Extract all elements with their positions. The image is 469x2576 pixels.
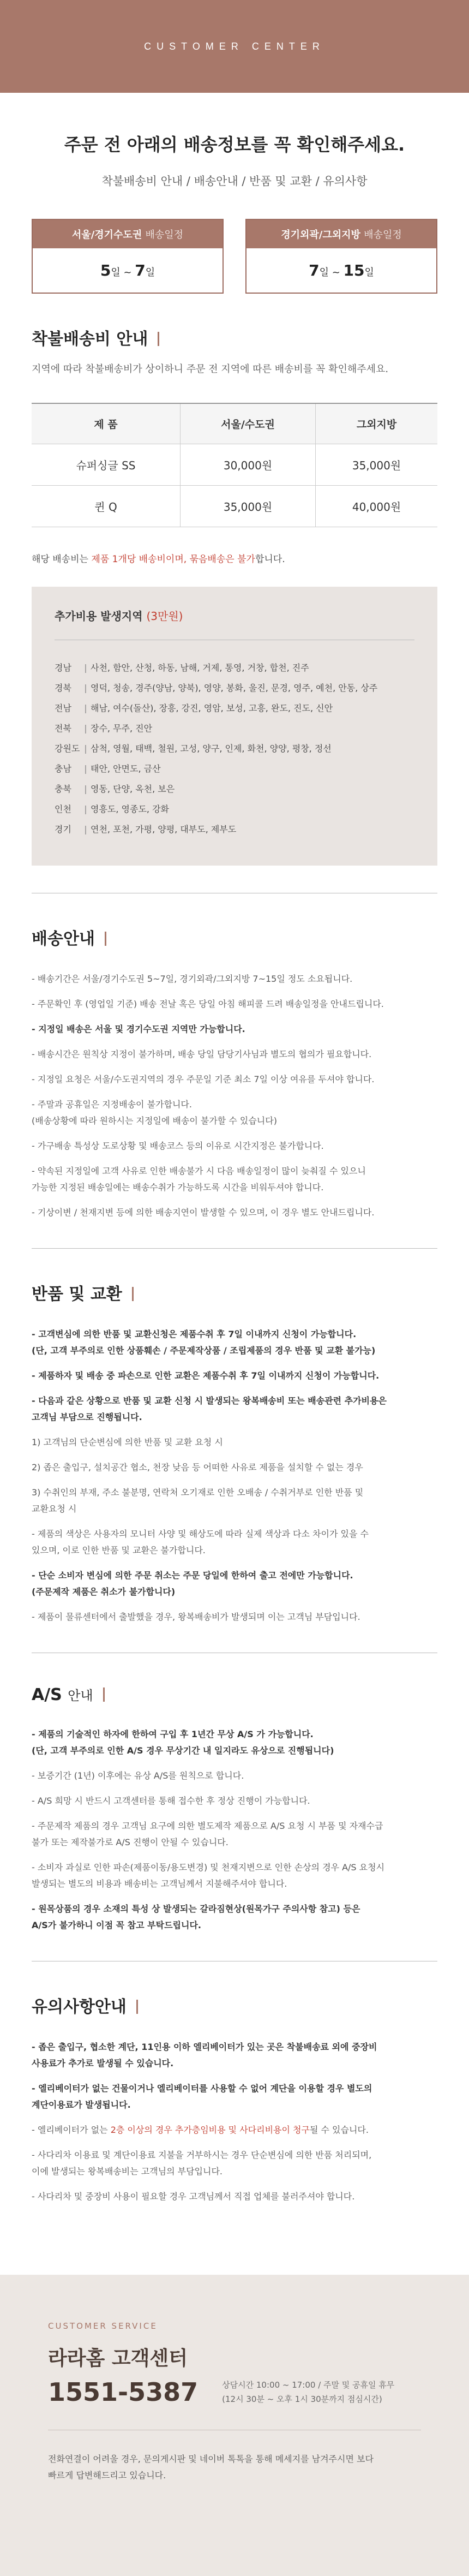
note-text: 해당 배송비는 <box>32 554 92 565</box>
list-item <box>32 1368 437 1384</box>
banner-title: CUSTOMER CENTER <box>144 40 325 52</box>
surcharge-box <box>32 587 437 866</box>
list-item-text: - 제품의 기술적인 하자에 한하여 구입 후 1년간 무상 A/S 가 가능합니다. (단, 고객 부주의로 인한 A/S 경우 무상기간 내 일지라도 유상으로 진행됩니다) <box>32 1729 334 1756</box>
list-item-text: 2) 좁은 출입구, 설치공간 협소, 천장 낮음 등 어떠한 사유로 제품을 설치할 수 없는 경우 <box>32 1462 363 1472</box>
list-item-text: - 주문확인 후 (영업일 기준) 배송 전날 혹은 당일 아침 해피콜 드려 배송일정을 안내드립니다. <box>32 999 384 1009</box>
phone-number[interactable]: 1551-5387 <box>48 2377 199 2407</box>
card-title: 서울/경기수도권 <box>71 229 142 241</box>
schedule-card-provinces <box>245 219 437 294</box>
surcharge-region: 충남 <box>55 764 71 774</box>
table-cell: 퀸 Q <box>32 486 180 527</box>
shipping-fee-note <box>32 551 437 565</box>
list-item-text: 1) 고객님의 단순변심에 의한 반품 및 교환 요청 시 <box>32 1437 223 1447</box>
list-item <box>32 1484 437 1517</box>
table-row <box>32 444 437 486</box>
list-item-text: - 약속된 지정일에 고객 사유로 인한 배송불가 시 다음 배송일정이 많이 늦춰질 수 있으니 가능한 지정된 배송일에는 배송수취가 가능하도록 시간을 비워두셔야 합니다. <box>32 1166 366 1192</box>
surcharge-areas: 영동, 단양, 옥천, 보은 <box>91 784 175 794</box>
surcharge-row <box>55 698 414 718</box>
surcharge-row <box>55 658 414 678</box>
list-item <box>32 1901 437 1934</box>
footer-center-name: 라라홈 고객센터 <box>48 2347 188 2370</box>
row-separator: | <box>84 743 87 754</box>
footer-desc: 전화연결이 어려울 경우, 문의게시판 및 네이버 톡톡을 통해 메세지를 남겨주시면 보다 빠르게 답변해드리고 있습니다. <box>48 2454 374 2480</box>
caution-title <box>32 1993 437 2017</box>
list-item <box>32 1138 437 1154</box>
surcharge-row <box>55 799 414 819</box>
list-item <box>32 1071 437 1088</box>
table-cell: 40,000원 <box>316 486 437 527</box>
surcharge-region: 전북 <box>55 723 71 734</box>
row-separator: | <box>84 683 87 693</box>
table-cell: 35,000원 <box>180 486 315 527</box>
days-to: 15 <box>343 261 365 279</box>
list-item-text: - 소비자 과실로 인한 파손(제품이동/용도변경) 및 천재지변으로 인한 손상의 경우 A/S 요청시 발생되는 별도의 비용과 배송비는 고객님께서 지불해주셔야 합니다. <box>32 1862 385 1889</box>
list-item-text: - A/S 희망 시 반드시 고객센터를 통해 접수한 후 정상 진행이 가능합니다. <box>32 1796 310 1806</box>
surcharge-row <box>55 678 414 698</box>
content-wrapper <box>0 131 469 2205</box>
list-item <box>32 1021 437 1037</box>
schedule-card-days <box>33 248 223 293</box>
card-subtitle: 배송일정 <box>364 229 402 241</box>
list-item-text: - 배송시간은 원칙상 지정이 불가하며, 배송 당일 담당기사님과 별도의 협의가 필요합니다. <box>32 1049 372 1059</box>
list-item-text: - 주말과 공휴일은 지정배송이 불가합니다. (배송상황에 따라 원하시는 지정일에 배송이 불가할 수 있습니다) <box>32 1099 277 1126</box>
column-header: 그외지방 <box>316 403 437 444</box>
list-item-text: - 원목상품의 경우 소재의 특성 상 발생되는 갈라짐현상(원목가구 주의사항 참고) 등은 A/S가 불가하니 이점 꼭 참고 부탁드립니다. <box>32 1904 360 1930</box>
title-accent-bar <box>132 1287 134 1301</box>
caution-list <box>32 2039 437 2205</box>
section-title-text: A/S <box>32 1685 62 1704</box>
list-item-text: - 제품하자 및 배송 중 파손으로 인한 교환은 제품수취 후 7일 이내까지 신청이 가능합니다. <box>32 1370 380 1381</box>
list-item-text: - 좁은 출입구, 협소한 계단, 11인용 이하 엘리베이터가 있는 곳은 착불배송료 외에 중장비 사용료가 추가로 발생될 수 있습니다. <box>32 2042 377 2068</box>
list-item-text: 될 수 있습니다. <box>309 2125 369 2135</box>
days-unit: 일 <box>364 267 374 278</box>
list-item-text: - 단순 소비자 변심에 의한 주문 취소는 주문 당일에 한하여 출고 전에만 가능합니다. (주문제작 제품은 취소가 불가합니다) <box>32 1570 353 1597</box>
list-item <box>32 1859 437 1892</box>
surcharge-row <box>55 759 414 779</box>
list-item <box>32 1768 437 1784</box>
surcharge-title-text: 추가비용 발생지역 <box>55 610 143 623</box>
days-separator: ~ <box>120 267 135 278</box>
list-item <box>32 1096 437 1129</box>
days-unit: 일 <box>111 267 121 278</box>
surcharge-areas: 연천, 포천, 가평, 양평, 대부도, 제부도 <box>91 824 237 834</box>
list-item-highlight: 2층 이상의 경우 추가층임비용 및 사다리비용이 청구 <box>110 2125 310 2135</box>
list-item <box>32 2189 437 2205</box>
surcharge-region: 경기 <box>55 824 71 834</box>
page-headline: 주문 전 아래의 배송정보를 꼭 확인해주세요. <box>64 134 405 155</box>
surcharge-title <box>55 607 414 640</box>
list-item-text: - 기상이변 / 천재지변 등에 의한 배송지연이 발생할 수 있으며, 이 경우 별도 안내드립니다. <box>32 1207 375 1218</box>
as-title <box>32 1685 437 1704</box>
surcharge-region: 강원도 <box>55 743 80 754</box>
shipping-fee-title <box>32 325 437 349</box>
shipping-fee-table <box>32 403 437 527</box>
list-item <box>32 996 437 1012</box>
page-subline: 착불배송비 안내 / 배송안내 / 반품 및 교환 / 유의사항 <box>101 175 368 188</box>
list-item <box>32 1609 437 1625</box>
surcharge-amount: (3만원) <box>146 610 183 623</box>
table-cell: 30,000원 <box>180 444 315 486</box>
list-item <box>32 1204 437 1221</box>
returns-list <box>32 1326 437 1625</box>
list-item-text: - 가구배송 특성상 도로상황 및 배송코스 등의 이유로 시간지정은 불가합니다. <box>32 1141 324 1151</box>
section-title-suffix: 안내 <box>68 1688 93 1703</box>
row-separator: | <box>84 804 87 814</box>
returns-title <box>32 1280 437 1304</box>
business-hours <box>222 2378 394 2406</box>
footer-caption: CUSTOMER SERVICE <box>48 2321 158 2331</box>
days-unit: 일 <box>319 267 329 278</box>
list-item-text: - 사다리차 이용료 및 계단이용료 지불을 거부하시는 경우 단순변심에 의한 반품 처리되며, 이에 발생되는 왕복배송비는 고객님의 부담입니다. <box>32 2150 372 2177</box>
hours-line: (12시 30분 ~ 오후 1시 30분까지 점심시간) <box>222 2394 382 2404</box>
column-header: 제 품 <box>32 403 180 444</box>
list-item <box>32 971 437 987</box>
row-separator: | <box>84 764 87 774</box>
row-separator: | <box>84 663 87 673</box>
delivery-title <box>32 925 437 949</box>
section-title-text: 유의사항안내 <box>32 1997 127 2017</box>
days-separator: ~ <box>328 267 344 278</box>
list-item-text: 3) 수취인의 부재, 주소 불분명, 연락처 오기재로 인한 오배송 / 수취거부로 인한 반품 및 교환요청 시 <box>32 1487 364 1514</box>
surcharge-row <box>55 738 414 759</box>
section-title-text: 착불배송비 안내 <box>32 330 148 349</box>
list-item-text: - 지정일 요청은 서울/수도권지역의 경우 주문일 기준 최소 7일 이상 여유를 두셔야 합니다. <box>32 1074 375 1084</box>
surcharge-region: 충북 <box>55 784 71 794</box>
list-item-text: - 배송기간은 서울/경기수도권 5~7일, 경기외곽/그외지방 7~15일 정도 소요됩니다. <box>32 974 353 984</box>
as-list <box>32 1726 437 1934</box>
note-highlight: 제품 1개당 배송비이며, 묶음배송은 불가 <box>91 554 255 565</box>
surcharge-row <box>55 819 414 839</box>
row-separator: | <box>84 784 87 794</box>
list-item-text: - 엘리베이터가 없는 건물이거나 엘리베이터를 사용할 수 없어 계단을 이용할 경우 별도의 계단이용료가 발생됩니다. <box>32 2083 372 2110</box>
section-divider <box>32 1248 437 1249</box>
list-item <box>32 1726 437 1759</box>
list-item <box>32 1163 437 1196</box>
list-item <box>32 1567 437 1600</box>
list-item-text: - 사다리차 및 중장비 사용이 필요할 경우 고객님께서 직접 업체를 불러주셔야 합니다. <box>32 2191 355 2202</box>
footer-contact-row <box>48 2377 421 2407</box>
surcharge-areas: 장수, 무주, 진안 <box>91 723 153 734</box>
surcharge-areas: 삼척, 영월, 태백, 철원, 고성, 양구, 인제, 화천, 양양, 평창, 정선 <box>91 743 332 754</box>
schedule-card-header <box>246 220 436 248</box>
table-cell: 35,000원 <box>316 444 437 486</box>
days-unit: 일 <box>145 267 155 278</box>
card-title: 경기외곽/그외지방 <box>281 229 360 241</box>
list-item-text: - 제품의 색상은 사용자의 모니터 사양 및 해상도에 따라 실제 색상과 다소 차이가 있을 수 있으며, 이로 인한 반품 및 교환은 불가합니다. <box>32 1529 369 1555</box>
list-item-text: - 보증기간 (1년) 이후에는 유상 A/S를 원칙으로 합니다. <box>32 1770 244 1781</box>
title-accent-bar <box>103 1687 105 1702</box>
title-accent-bar <box>136 2000 138 2014</box>
surcharge-list <box>55 658 414 839</box>
list-item <box>32 1818 437 1851</box>
schedule-card-capital <box>32 219 224 294</box>
list-item <box>32 1526 437 1559</box>
days-to: 7 <box>135 261 146 279</box>
title-accent-bar <box>158 332 159 346</box>
list-item <box>32 1393 437 1426</box>
surcharge-row <box>55 779 414 799</box>
list-item-text: - 제품이 물류센터에서 출발했을 경우, 왕복배송비가 발생되며 이는 고객님 부담입니다. <box>32 1612 360 1622</box>
list-item-text: - 다음과 같은 상황으로 반품 및 교환 신청 시 발생되는 왕복배송비 또는 배송관련 추가비용은 고객님 부담으로 진행됩니다. <box>32 1396 387 1422</box>
list-item <box>32 1326 437 1359</box>
surcharge-areas: 태안, 안면도, 금산 <box>91 764 161 774</box>
card-subtitle: 배송일정 <box>145 229 184 241</box>
list-item <box>32 1046 437 1063</box>
row-separator: | <box>84 824 87 834</box>
surcharge-row <box>55 718 414 738</box>
days-from: 5 <box>100 261 111 279</box>
shipping-fee-desc: 지역에 따라 착불배송비가 상이하니 주문 전 지역에 따른 배송비를 꼭 확인해주세요. <box>32 363 389 375</box>
list-item <box>32 2080 437 2113</box>
list-item-text: - 주문제작 제품의 경우 고객님 요구에 의한 별도제작 제품으로 A/S 요청 시 부품 및 자재수급 불가 또는 제작불가로 A/S 진행이 안될 수 있습니다. <box>32 1821 383 1847</box>
row-separator: | <box>84 723 87 734</box>
column-header: 서울/수도권 <box>180 403 315 444</box>
delivery-list <box>32 971 437 1221</box>
surcharge-areas: 사천, 함안, 산청, 하동, 남해, 거제, 통영, 거창, 합천, 진주 <box>91 663 309 673</box>
section-title-text: 반품 및 교환 <box>32 1285 122 1304</box>
list-item <box>32 2122 437 2138</box>
hours-line: 상담시간 10:00 ~ 17:00 / 주말 및 공휴일 휴무 <box>222 2380 395 2390</box>
schedule-cards <box>32 219 437 294</box>
row-separator: | <box>84 703 87 713</box>
surcharge-areas: 영덕, 청송, 경주(양남, 양북), 영양, 봉화, 울진, 문경, 영주, 예천, 안동, 상주 <box>91 683 378 693</box>
table-header-row <box>32 403 437 444</box>
surcharge-region: 전남 <box>55 703 71 713</box>
surcharge-region: 경남 <box>55 663 71 673</box>
table-cell: 슈퍼싱글 SS <box>32 444 180 486</box>
list-item-text: - 지정일 배송은 서울 및 경기수도권 지역만 가능합니다. <box>32 1024 245 1034</box>
list-item <box>32 1434 437 1451</box>
list-item <box>32 2039 437 2072</box>
list-item <box>32 1459 437 1476</box>
customer-service-footer <box>0 2275 469 2576</box>
note-text: 합니다. <box>255 554 285 565</box>
section-title-text: 배송안내 <box>32 929 95 949</box>
list-item <box>32 1793 437 1809</box>
schedule-card-days <box>246 248 436 293</box>
list-item-text: - 엘리베이터가 없는 <box>32 2125 111 2135</box>
list-item-text: - 고객변심에 의한 반품 및 교환신청은 제품수취 후 7일 이내까지 신청이 가능합니다. (단, 고객 부주의로 인한 상품훼손 / 주문제작상품 / 조립제품의 경우 반품 및 교환 불가능) <box>32 1329 376 1356</box>
title-accent-bar <box>105 932 106 946</box>
top-banner <box>0 0 469 93</box>
table-row <box>32 486 437 527</box>
surcharge-region: 인천 <box>55 804 71 814</box>
list-item <box>32 2147 437 2180</box>
surcharge-areas: 영흥도, 영종도, 강화 <box>91 804 169 814</box>
schedule-card-header <box>33 220 223 248</box>
days-from: 7 <box>309 261 320 279</box>
surcharge-region: 경북 <box>55 683 71 693</box>
surcharge-areas: 해남, 여수(돌산), 장흥, 강진, 영암, 보성, 고흥, 완도, 진도, 신안 <box>91 703 333 713</box>
